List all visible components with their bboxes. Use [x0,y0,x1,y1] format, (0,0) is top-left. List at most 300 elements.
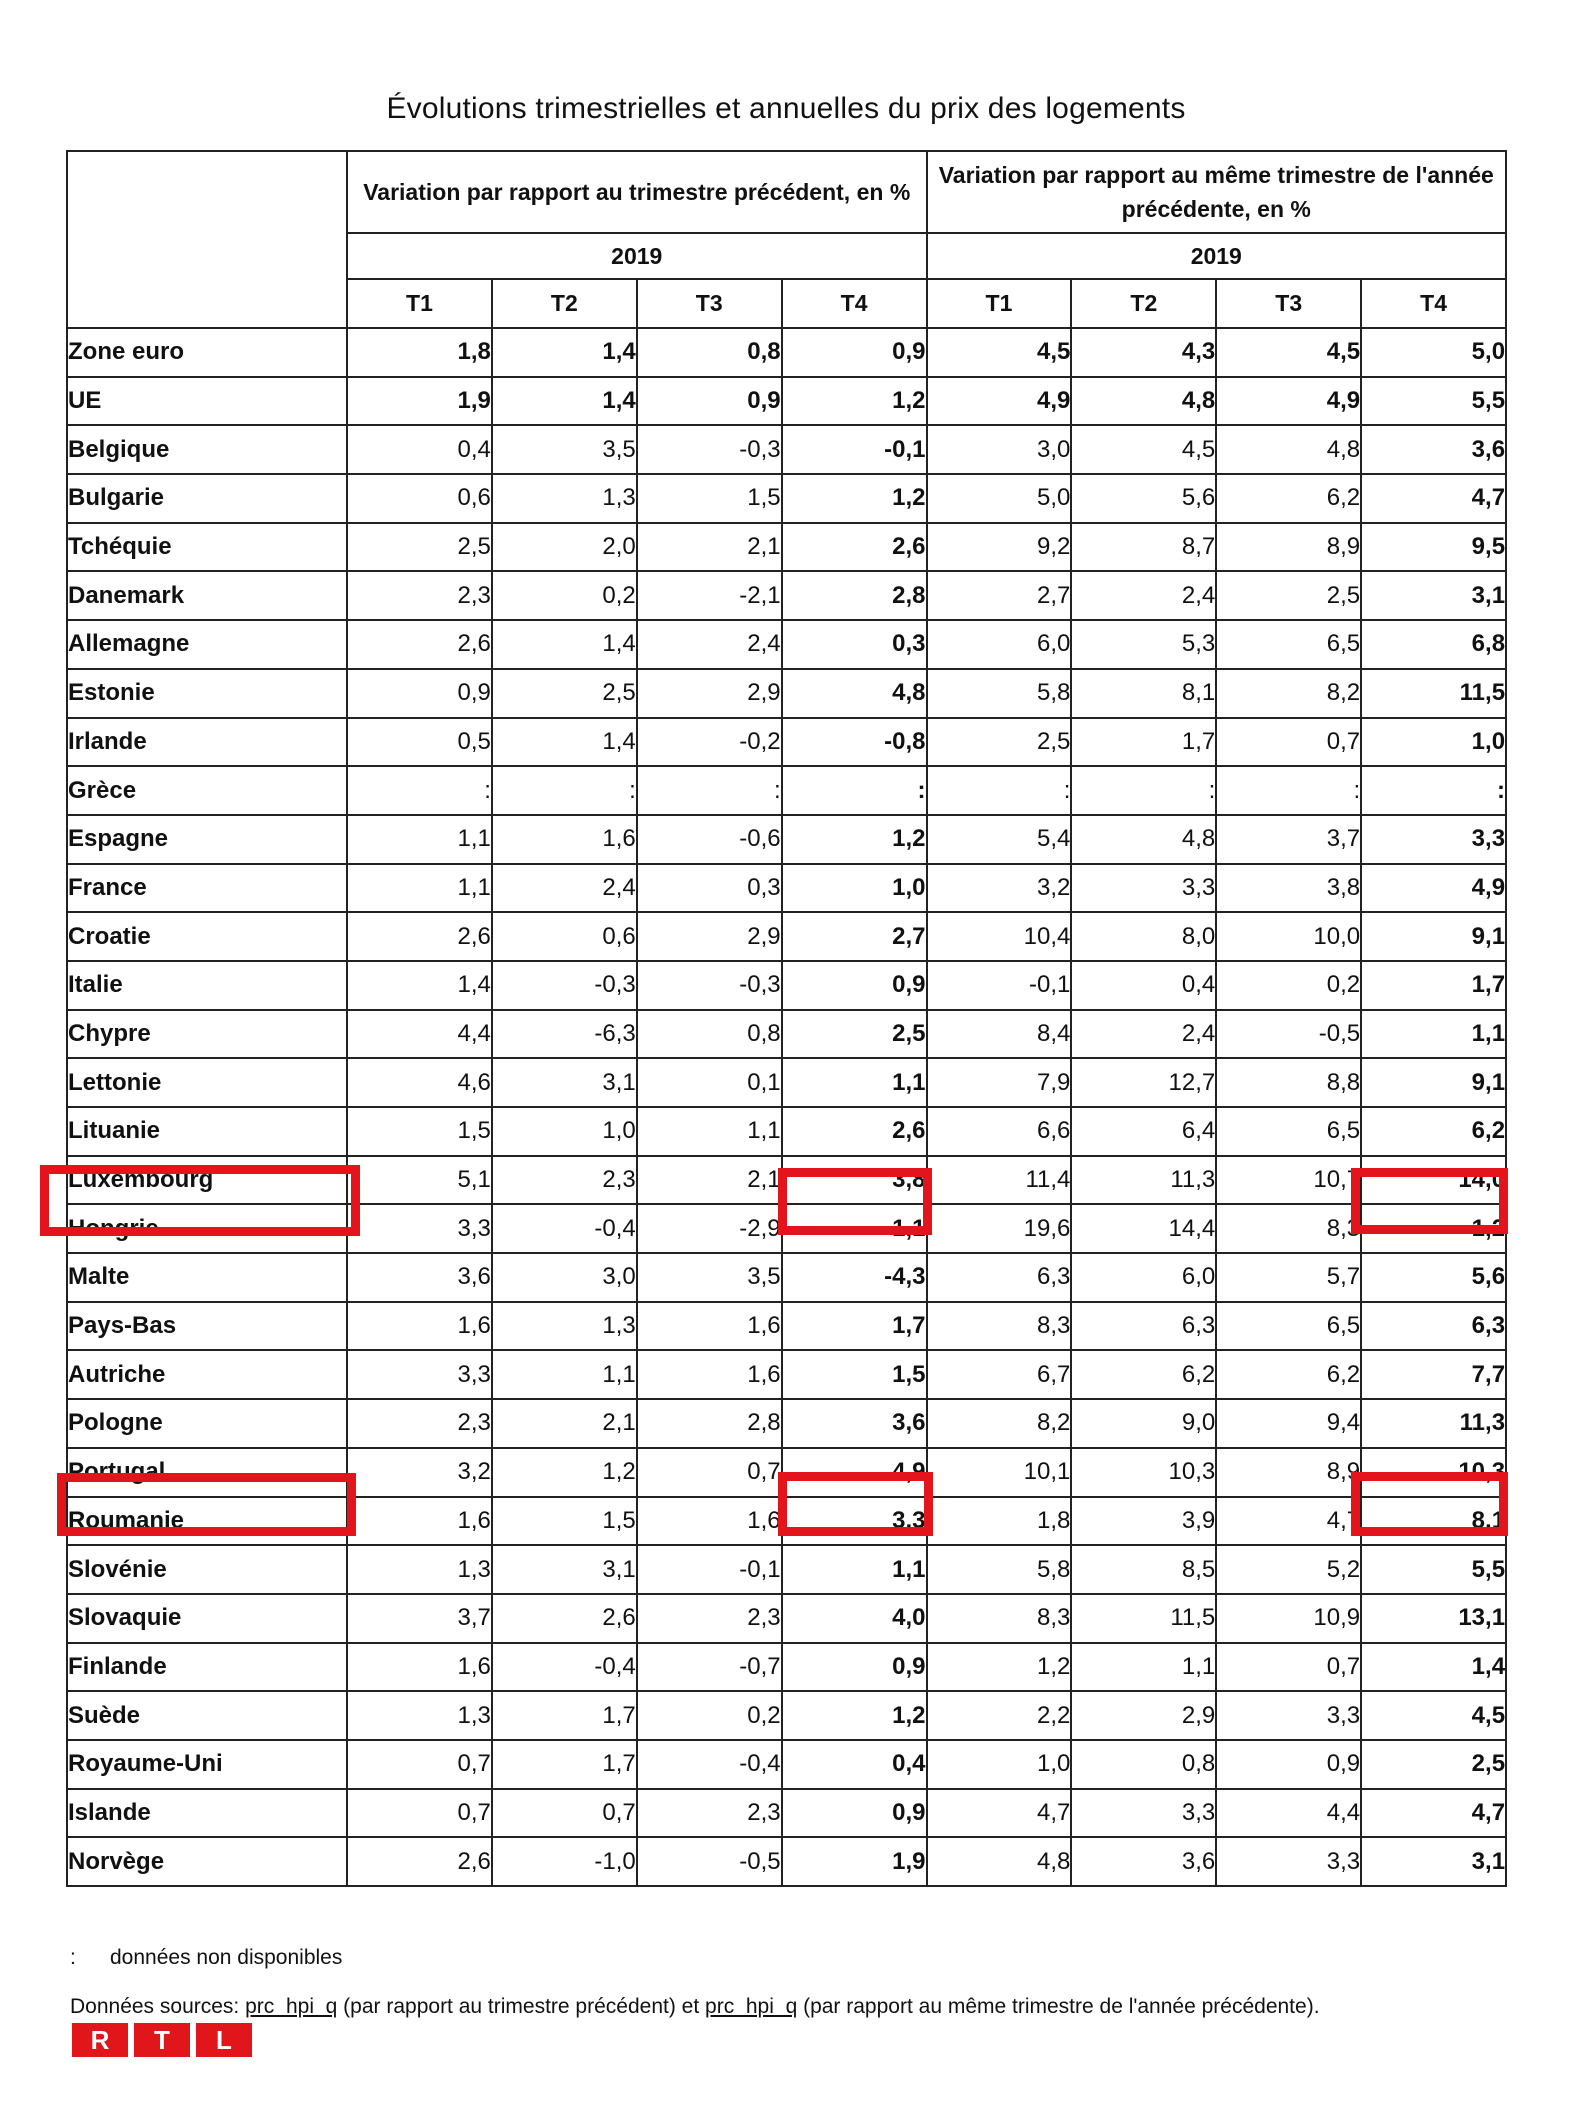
annual-change-cell: 14,4 [1071,1204,1216,1253]
annual-change-cell: 9,4 [1216,1399,1361,1448]
annual-change-cell: 5,3 [1071,620,1216,669]
country-cell: Allemagne [67,620,347,669]
quarterly-change-cell: 1,3 [347,1545,492,1594]
annual-change-cell: 10,3 [1071,1448,1216,1497]
annual-change-cell: 0,9 [1216,1740,1361,1789]
quarterly-change-cell: 1,9 [782,1837,927,1886]
annual-change-cell: 6,5 [1216,1302,1361,1351]
table-row [67,1643,1506,1692]
table-row [67,523,1506,572]
quarterly-change-cell: 0,9 [782,1643,927,1692]
annual-change-cell: 8,3 [1216,1204,1361,1253]
table-row [67,864,1506,913]
annual-change-cell: 2,9 [1071,1691,1216,1740]
annual-change-cell: 6,2 [1216,1350,1361,1399]
annual-change-cell: 4,8 [1071,377,1216,426]
quarterly-change-cell: 1,1 [782,1058,927,1107]
annual-change-cell: : [1216,766,1361,815]
annual-change-cell: : [1071,766,1216,815]
quarterly-change-cell: 0,6 [492,912,637,961]
annual-change-cell: 8,1 [1071,669,1216,718]
quarterly-change-cell: 0,7 [492,1789,637,1838]
annual-change-cell: 5,4 [927,815,1072,864]
annual-change-cell: 3,6 [1361,425,1506,474]
annual-change-cell: 3,2 [927,864,1072,913]
annual-change-cell: 0,4 [1071,961,1216,1010]
annual-change-cell: 1,8 [927,1497,1072,1546]
footnote [70,1946,342,1970]
table-row [67,669,1506,718]
country-cell: Belgique [67,425,347,474]
quarterly-change-cell: 2,3 [637,1594,782,1643]
annual-change-cell: 8,4 [927,1010,1072,1059]
annual-change-cell: 6,5 [1216,620,1361,669]
quarterly-change-cell: : [492,766,637,815]
country-cell: Luxembourg [67,1156,347,1205]
quarterly-change-cell: 1,4 [492,377,637,426]
table-row [67,571,1506,620]
table-row [67,1594,1506,1643]
annual-change-cell: 4,5 [1071,425,1216,474]
annual-change-cell: 9,2 [927,523,1072,572]
quarterly-change-cell: 1,7 [492,1691,637,1740]
quarterly-change-cell: -0,1 [782,425,927,474]
highlight-luxembourg-q4-annual [1351,1168,1508,1234]
annual-change-cell: 3,8 [1216,864,1361,913]
annual-change-cell: 8,9 [1216,1448,1361,1497]
quarterly-change-cell: 2,8 [637,1399,782,1448]
annual-change-cell: 1,0 [927,1740,1072,1789]
quarterly-change-cell: 1,6 [347,1497,492,1546]
quarterly-change-cell: -0,3 [637,961,782,1010]
quarterly-change-cell: 1,2 [782,474,927,523]
source-suffix: (par rapport au même trimestre de l'année précédente). [797,1995,1320,2018]
annual-change-cell: 10,9 [1216,1594,1361,1643]
quarterly-change-cell: 2,1 [492,1399,637,1448]
quarterly-change-cell: 2,6 [347,912,492,961]
annual-change-cell: 8,3 [927,1302,1072,1351]
header-quarter: T1 [927,279,1072,328]
quarterly-change-cell: 0,2 [492,571,637,620]
annual-change-cell: 10,0 [1216,912,1361,961]
annual-change-cell: 2,5 [1216,571,1361,620]
annual-change-cell: 8,1 [1361,1497,1506,1546]
country-cell: Estonie [67,669,347,718]
table-row [67,718,1506,767]
annual-change-cell: 3,3 [1216,1837,1361,1886]
annual-change-cell: 0,7 [1216,1643,1361,1692]
country-cell: Bulgarie [67,474,347,523]
quarterly-change-cell: 1,5 [782,1350,927,1399]
annual-change-cell: 11,4 [927,1156,1072,1205]
annual-change-cell: 2,5 [927,718,1072,767]
annual-change-cell: 1,7 [1071,718,1216,767]
quarterly-change-cell: 0,7 [347,1740,492,1789]
annual-change-cell: 4,5 [1216,328,1361,377]
source-link[interactable]: prc_hpi_q [245,1995,338,2018]
annual-change-cell: -1,2 [1361,1204,1506,1253]
quarterly-change-cell: -0,2 [637,718,782,767]
country-cell: France [67,864,347,913]
quarterly-change-cell: -0,3 [637,425,782,474]
annual-change-cell: 1,1 [1071,1643,1216,1692]
country-cell: Zone euro [67,328,347,377]
table-row [67,377,1506,426]
quarterly-change-cell: -0,1 [637,1545,782,1594]
annual-change-cell: 10,7 [1216,1156,1361,1205]
source-prefix: Données sources: [70,1995,246,2018]
quarterly-change-cell: 2,5 [492,669,637,718]
quarterly-change-cell: 0,8 [637,328,782,377]
annual-change-cell: 6,2 [1361,1107,1506,1156]
annual-change-cell: 9,0 [1071,1399,1216,1448]
annual-change-cell: 3,3 [1071,864,1216,913]
quarterly-change-cell: 2,5 [347,523,492,572]
table-row [67,474,1506,523]
quarterly-change-cell: 0,9 [347,669,492,718]
table-row [67,620,1506,669]
country-cell: Pologne [67,1399,347,1448]
quarterly-change-cell: 1,3 [492,474,637,523]
annual-change-cell: 0,8 [1071,1740,1216,1789]
annual-change-cell: 19,6 [927,1204,1072,1253]
quarterly-change-cell: 3,7 [347,1594,492,1643]
annual-change-cell: 11,5 [1071,1594,1216,1643]
quarterly-change-cell: 1,2 [782,377,927,426]
table-row [67,1789,1506,1838]
quarterly-change-cell: -0,5 [637,1837,782,1886]
header-annual-change: Variation par rapport au même trimestre de l'année précédente, en % [927,151,1507,233]
quarterly-change-cell: 0,9 [782,328,927,377]
annual-change-cell: 6,6 [927,1107,1072,1156]
quarterly-change-cell: 1,3 [492,1302,637,1351]
country-cell: Autriche [67,1350,347,1399]
annual-change-cell: 14,0 [1361,1156,1506,1205]
annual-change-cell: 4,3 [1071,328,1216,377]
annual-change-cell: 4,7 [1361,1789,1506,1838]
annual-change-cell: 3,7 [1216,815,1361,864]
country-cell: Chypre [67,1010,347,1059]
logo-letter: L [196,2023,252,2057]
annual-change-cell: 5,6 [1361,1253,1506,1302]
header-quarter: T3 [637,279,782,328]
quarterly-change-cell: : [347,766,492,815]
highlight-portugal-country [57,1473,356,1536]
annual-change-cell: 8,3 [927,1594,1072,1643]
annual-change-cell: 0,2 [1216,961,1361,1010]
quarterly-change-cell: 3,5 [492,425,637,474]
country-cell: Danemark [67,571,347,620]
table-row [67,328,1506,377]
country-cell: Roumanie [67,1497,347,1546]
quarterly-change-cell: 3,6 [347,1253,492,1302]
quarterly-change-cell: 1,8 [347,328,492,377]
annual-change-cell: 5,0 [927,474,1072,523]
annual-change-cell: 1,0 [1361,718,1506,767]
annual-change-cell: 6,2 [1071,1350,1216,1399]
quarterly-change-cell: 1,1 [782,1545,927,1594]
annual-change-cell: 5,7 [1216,1253,1361,1302]
annual-change-cell: 10,3 [1361,1448,1506,1497]
quarterly-change-cell: 1,7 [492,1740,637,1789]
quarterly-change-cell: 1,6 [492,815,637,864]
annual-change-cell: 4,9 [1361,864,1506,913]
quarterly-change-cell: 0,3 [782,620,927,669]
quarterly-change-cell: 1,5 [347,1107,492,1156]
quarterly-change-cell: 2,3 [492,1156,637,1205]
annual-change-cell: 5,8 [927,669,1072,718]
country-cell: Malte [67,1253,347,1302]
quarterly-change-cell: 1,4 [492,620,637,669]
annual-change-cell: 4,5 [1361,1691,1506,1740]
quarterly-change-cell: 2,7 [782,912,927,961]
annual-change-cell: 4,9 [927,377,1072,426]
quarterly-change-cell: 2,6 [492,1594,637,1643]
country-cell: Lituanie [67,1107,347,1156]
table-row [67,1691,1506,1740]
header-quarter: T4 [1361,279,1506,328]
annual-change-cell: 6,3 [927,1253,1072,1302]
quarterly-change-cell: 3,2 [347,1448,492,1497]
quarterly-change-cell: 1,1 [347,815,492,864]
quarterly-change-cell: -1,1 [782,1204,927,1253]
annual-change-cell: 11,3 [1071,1156,1216,1205]
annual-change-cell: 4,4 [1216,1789,1361,1838]
quarterly-change-cell: 0,3 [637,864,782,913]
annual-change-cell: 3,3 [1216,1691,1361,1740]
country-cell: Suède [67,1691,347,1740]
annual-change-cell: 2,4 [1071,1010,1216,1059]
country-cell: Grèce [67,766,347,815]
annual-change-cell: 4,5 [927,328,1072,377]
annual-change-cell: 4,7 [927,1789,1072,1838]
footnote-symbol: : [70,1946,76,1969]
highlight-luxembourg-q4-quarterly [778,1168,932,1235]
table-row [67,1253,1506,1302]
quarterly-change-cell: 0,9 [637,377,782,426]
logo-letter: R [72,2023,128,2057]
table-row [67,766,1506,815]
annual-change-cell: 1,4 [1361,1643,1506,1692]
quarterly-change-cell: 2,0 [492,523,637,572]
annual-change-cell: 6,2 [1216,474,1361,523]
table-row [67,425,1506,474]
quarterly-change-cell: 3,1 [492,1545,637,1594]
quarterly-change-cell: 3,3 [347,1204,492,1253]
annual-change-cell: 7,7 [1361,1350,1506,1399]
quarterly-change-cell: 2,6 [347,1837,492,1886]
country-cell: Hongrie [67,1204,347,1253]
annual-change-cell: 3,1 [1361,1837,1506,1886]
annual-change-cell: 6,0 [927,620,1072,669]
table-row [67,1350,1506,1399]
quarterly-change-cell: 0,9 [782,961,927,1010]
header-year: 2019 [347,233,927,279]
table-row [67,1740,1506,1789]
quarterly-change-cell: -0,4 [637,1740,782,1789]
quarterly-change-cell: 0,2 [637,1691,782,1740]
annual-change-cell: 4,7 [1361,474,1506,523]
annual-change-cell: 4,9 [1216,377,1361,426]
header-quarter: T1 [347,279,492,328]
annual-change-cell: 2,7 [927,571,1072,620]
annual-change-cell: 8,9 [1216,523,1361,572]
annual-change-cell: -0,5 [1216,1010,1361,1059]
annual-change-cell: 4,8 [927,1837,1072,1886]
quarterly-change-cell: 1,6 [637,1497,782,1546]
quarterly-change-cell: 3,0 [492,1253,637,1302]
quarterly-change-cell: 1,4 [347,961,492,1010]
annual-change-cell: 9,1 [1361,1058,1506,1107]
annual-change-cell: 2,5 [1361,1740,1506,1789]
country-cell: UE [67,377,347,426]
quarterly-change-cell: 2,9 [637,912,782,961]
annual-change-cell: 3,3 [1071,1789,1216,1838]
quarterly-change-cell: 2,3 [347,571,492,620]
annual-change-cell: 9,5 [1361,523,1506,572]
quarterly-change-cell: 1,6 [637,1302,782,1351]
annual-change-cell: 5,0 [1361,328,1506,377]
quarterly-change-cell: 0,5 [347,718,492,767]
annual-change-cell: 5,6 [1071,474,1216,523]
annual-change-cell: 2,2 [927,1691,1072,1740]
annual-change-cell: 3,0 [927,425,1072,474]
quarterly-change-cell: 2,1 [637,523,782,572]
quarterly-change-cell: : [782,766,927,815]
quarterly-change-cell: 2,6 [782,523,927,572]
quarterly-change-cell: 1,6 [347,1643,492,1692]
annual-change-cell: 5,5 [1361,1545,1506,1594]
annual-change-cell: 9,1 [1361,912,1506,961]
header-quarter: T4 [782,279,927,328]
quarterly-change-cell: 1,2 [782,815,927,864]
quarterly-change-cell: 1,0 [782,864,927,913]
quarterly-change-cell: 5,1 [347,1156,492,1205]
annual-change-cell: 5,2 [1216,1545,1361,1594]
annual-change-cell: 2,4 [1071,571,1216,620]
annual-change-cell: : [1361,766,1506,815]
header-quarter: T2 [1071,279,1216,328]
annual-change-cell: : [927,766,1072,815]
annual-change-cell: 10,1 [927,1448,1072,1497]
country-cell: Lettonie [67,1058,347,1107]
annual-change-cell: 4,8 [1071,815,1216,864]
quarterly-change-cell: 2,6 [347,620,492,669]
country-cell: Espagne [67,815,347,864]
quarterly-change-cell: 3,3 [782,1497,927,1546]
quarterly-change-cell: -0,4 [492,1643,637,1692]
quarterly-change-cell: 3,8 [782,1156,927,1205]
footnote-text: données non disponibles [110,1946,343,1969]
logo-letter: T [134,2023,190,2057]
table-row [67,1837,1506,1886]
annual-change-cell: 7,9 [927,1058,1072,1107]
quarterly-change-cell: 0,7 [637,1448,782,1497]
quarterly-change-cell: 1,5 [492,1497,637,1546]
table-row [67,1545,1506,1594]
quarterly-change-cell: 2,9 [637,669,782,718]
table-row [67,912,1506,961]
annual-change-cell: 4,8 [1216,425,1361,474]
annual-change-cell: 3,3 [1361,815,1506,864]
annual-change-cell: 1,2 [927,1643,1072,1692]
source-link[interactable]: prc_hpi_q [705,1995,798,2018]
quarterly-change-cell: 1,1 [347,864,492,913]
quarterly-change-cell: 3,6 [782,1399,927,1448]
country-cell: Finlande [67,1643,347,1692]
quarterly-change-cell: 0,1 [637,1058,782,1107]
quarterly-change-cell: 1,3 [347,1691,492,1740]
table-row [67,1010,1506,1059]
quarterly-change-cell: 0,8 [637,1010,782,1059]
annual-change-cell: 12,7 [1071,1058,1216,1107]
annual-change-cell: 6,8 [1361,620,1506,669]
quarterly-change-cell: 0,9 [782,1789,927,1838]
annual-change-cell: 5,8 [927,1545,1072,1594]
quarterly-change-cell: 2,3 [347,1399,492,1448]
annual-change-cell: 6,4 [1071,1107,1216,1156]
highlight-portugal-q4-annual [1351,1472,1508,1536]
country-cell: Croatie [67,912,347,961]
country-cell: Pays-Bas [67,1302,347,1351]
quarterly-change-cell: : [637,766,782,815]
quarterly-change-cell: -6,3 [492,1010,637,1059]
quarterly-change-cell: -4,3 [782,1253,927,1302]
annual-change-cell: 8,0 [1071,912,1216,961]
quarterly-change-cell: -2,1 [637,571,782,620]
quarterly-change-cell: 4,4 [347,1010,492,1059]
quarterly-change-cell: -0,8 [782,718,927,767]
quarterly-change-cell: -1,0 [492,1837,637,1886]
rtl-logo [72,2023,252,2057]
quarterly-change-cell: 2,5 [782,1010,927,1059]
quarterly-change-cell: 1,6 [637,1350,782,1399]
header-quarter: T3 [1216,279,1361,328]
quarterly-change-cell: 1,2 [492,1448,637,1497]
quarterly-change-cell: 2,1 [637,1156,782,1205]
quarterly-change-cell: 1,9 [347,377,492,426]
page-title: Évolutions trimestrielles et annuelles du prix des logements [386,92,1186,125]
annual-change-cell: 8,7 [1071,523,1216,572]
quarterly-change-cell: 4,0 [782,1594,927,1643]
table-row [67,961,1506,1010]
annual-change-cell: 10,4 [927,912,1072,961]
quarterly-change-cell: 2,8 [782,571,927,620]
quarterly-change-cell: 2,4 [492,864,637,913]
header-corner [67,151,347,328]
annual-change-cell: 11,5 [1361,669,1506,718]
highlight-portugal-q4-quarterly [778,1472,933,1536]
annual-change-cell: 8,5 [1071,1545,1216,1594]
source-middle: (par rapport au trimestre précédent) et [337,1995,706,2018]
quarterly-change-cell: 4,8 [782,669,927,718]
quarterly-change-cell: 1,7 [782,1302,927,1351]
quarterly-change-cell: 1,5 [637,474,782,523]
quarterly-change-cell: 2,3 [637,1789,782,1838]
country-cell: Slovaquie [67,1594,347,1643]
quarterly-change-cell: 2,6 [782,1107,927,1156]
quarterly-change-cell: 3,5 [637,1253,782,1302]
quarterly-change-cell: 0,4 [782,1740,927,1789]
quarterly-change-cell: 3,1 [492,1058,637,1107]
source-line [70,1995,1320,2019]
quarterly-change-cell: -0,3 [492,961,637,1010]
annual-change-cell: 3,1 [1361,571,1506,620]
annual-change-cell: 1,1 [1361,1010,1506,1059]
annual-change-cell: 6,3 [1361,1302,1506,1351]
quarterly-change-cell: 0,7 [347,1789,492,1838]
quarterly-change-cell: 1,4 [492,718,637,767]
